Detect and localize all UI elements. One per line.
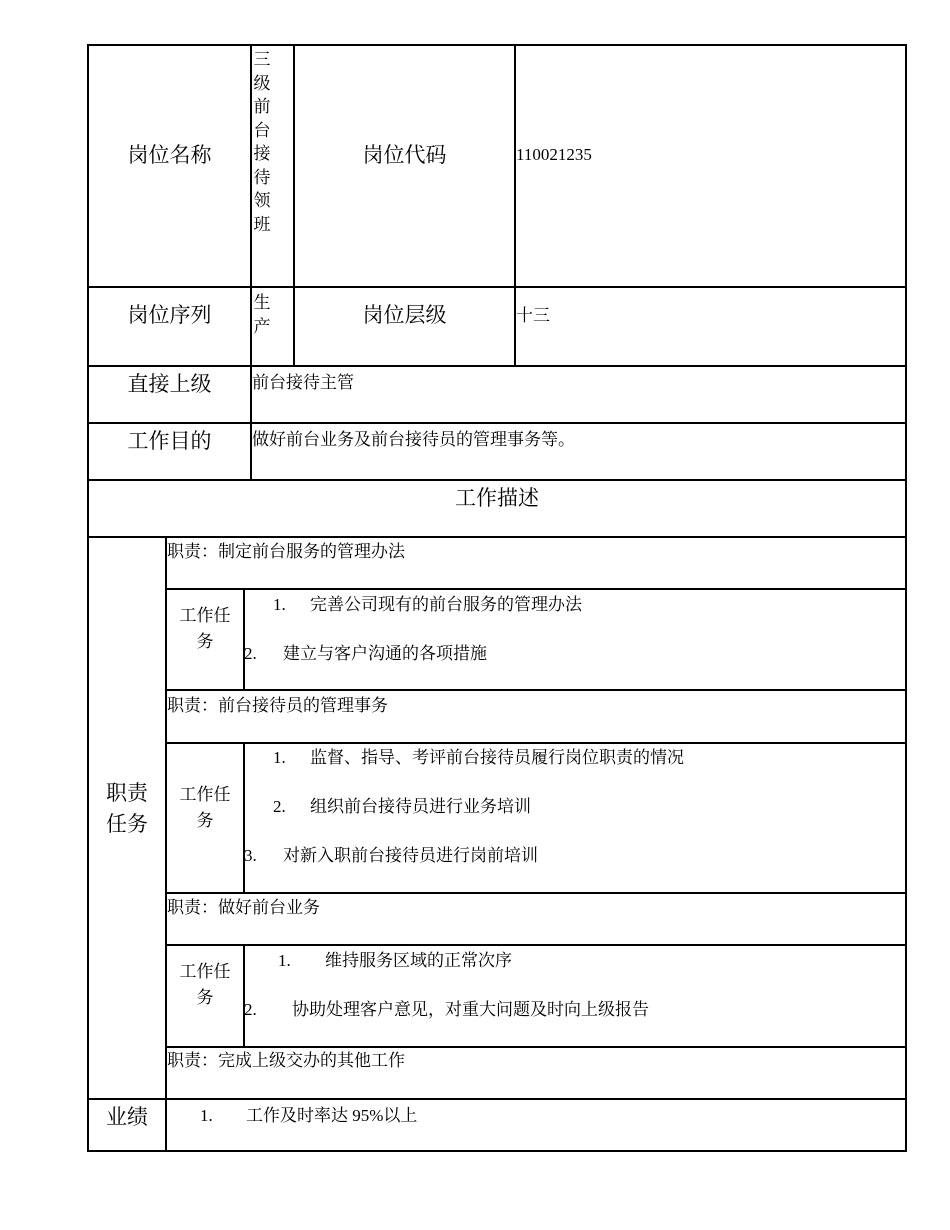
task-number: 3. [244, 846, 257, 865]
position-name-label: 岗位名称 [127, 143, 212, 167]
task-text: 维持服务区域的正常次序 [325, 951, 512, 970]
task-number: 2. [244, 644, 257, 663]
task-text: 协助处理客户意见，对重大问题及时向上级报告 [292, 1000, 649, 1019]
section-title: 工作描述 [455, 486, 539, 510]
row-divider [165, 1046, 907, 1048]
performance-label: 业绩 [106, 1105, 148, 1129]
table-border-right [905, 44, 907, 1152]
task-text: 监督、指导、考评前台接待员履行岗位职责的情况 [310, 748, 684, 767]
task-number: 1. [278, 951, 291, 970]
task-label-line1: 工作任 [179, 785, 231, 804]
task-label-line2: 务 [196, 632, 214, 651]
position-level-value: 十三 [516, 306, 550, 325]
work-purpose-label: 工作目的 [127, 429, 212, 453]
row-divider [87, 365, 907, 367]
performance-text: 工作及时率达 95%以上 [246, 1106, 418, 1125]
row-divider [87, 1098, 907, 1100]
position-code-label: 岗位代码 [362, 143, 447, 167]
duty-title: 职责：完成上级交办的其他工作 [167, 1051, 405, 1070]
task-text: 对新入职前台接待员进行岗前培训 [283, 846, 538, 865]
row-divider [87, 536, 907, 538]
row-divider [87, 286, 907, 288]
col-divider [243, 588, 245, 690]
position-level-label: 岗位层级 [362, 303, 447, 327]
duty-title: 职责：做好前台业务 [167, 898, 320, 917]
col-divider [243, 742, 245, 893]
col-divider [243, 944, 245, 1047]
duty-title: 职责：前台接待员的管理事务 [167, 696, 388, 715]
task-number: 1. [273, 748, 286, 767]
row-divider [165, 892, 907, 894]
task-label-line1: 工作任 [179, 606, 231, 625]
direct-superior-value: 前台接待主管 [252, 373, 354, 392]
table-border-bottom [87, 1150, 907, 1152]
duty-title: 职责：制定前台服务的管理办法 [167, 542, 405, 561]
row-divider [87, 422, 907, 424]
table-border-top [87, 44, 907, 46]
task-label-line2: 务 [196, 988, 214, 1007]
task-number: 1. [273, 595, 286, 614]
task-text: 组织前台接待员进行业务培训 [310, 797, 531, 816]
direct-superior-label: 直接上级 [127, 372, 212, 396]
row-divider [165, 588, 907, 590]
task-text: 建立与客户沟通的各项措施 [283, 644, 487, 663]
work-purpose-value: 做好前台业务及前台接待员的管理事务等。 [252, 430, 575, 449]
row-divider [165, 944, 907, 946]
performance-number: 1. [200, 1106, 213, 1125]
duties-label-line1: 职责 [106, 781, 148, 805]
position-name-value: 三级前台接待领班 [253, 50, 271, 234]
duties-label-line2: 任务 [106, 812, 148, 836]
task-text: 完善公司现有的前台服务的管理办法 [310, 595, 582, 614]
row-divider [87, 479, 907, 481]
task-label [167, 959, 243, 1011]
task-label-line1: 工作任 [179, 962, 231, 981]
position-series-value: 生产 [253, 293, 271, 336]
position-series-label: 岗位序列 [127, 303, 212, 327]
task-label [167, 782, 243, 834]
task-number: 2. [273, 797, 286, 816]
duties-label [89, 778, 165, 840]
row-divider [165, 689, 907, 691]
task-label-line2: 务 [196, 811, 214, 830]
position-code-value: 110021235 [516, 145, 592, 164]
row-divider [165, 742, 907, 744]
task-number: 2. [244, 1000, 257, 1019]
task-label [167, 603, 243, 655]
table-border-left [87, 44, 89, 1152]
